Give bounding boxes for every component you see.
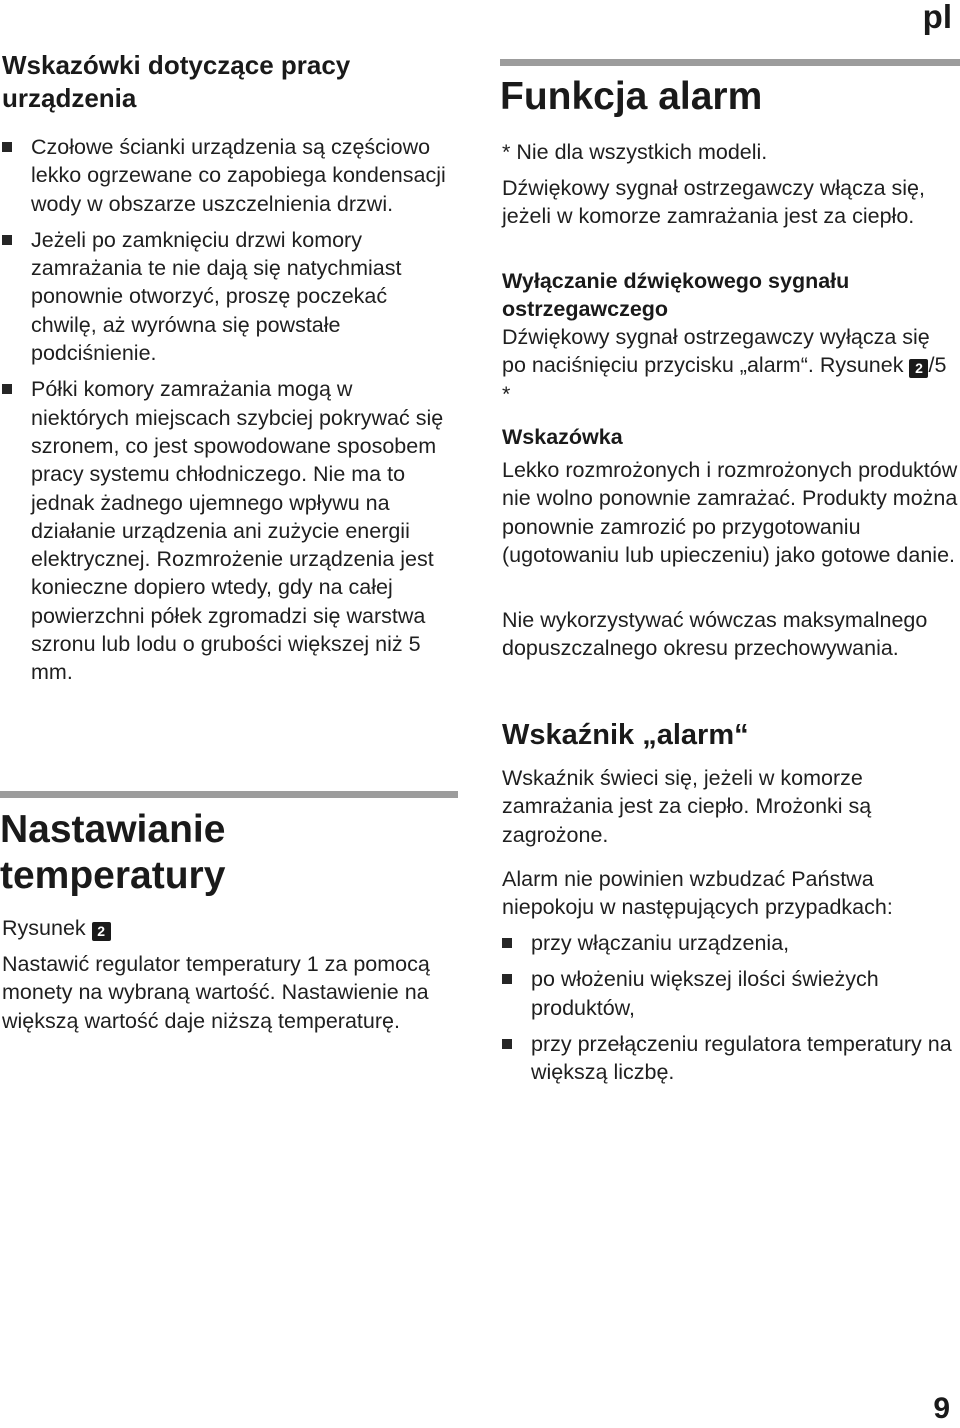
list-item-text: Półki komory zamrażania mogą w niektórych miejscach szybciej pokrywać się szronem, co jest spowodowane sposobem pracy systemu chłodniczego. Nie ma to jednak żadnego ujemnego wpływu na działanie urządzenia ani zużycie energii elektrycznej. Rozmrożenie urządzenia jest konieczne dopiero wtedy, gdy na całej powierzchni półek zgromadzi się warstwa szronu lub lodu o grubości większej niż 5 mm.: [31, 377, 444, 685]
tips-list: [2, 133, 450, 695]
list-item-text: przy włączaniu urządzenia,: [531, 931, 790, 955]
alarm-intro: Dźwiękowy sygnał ostrzegawczy włącza się, jeżeli w komorze zamrażania jest za ciepło.: [502, 176, 925, 229]
alarm-note: * Nie dla wszystkich modeli.: [502, 140, 768, 164]
list-item-text: Jeżeli po zamknięciu drzwi komory zamrażania te nie dają się natychmiast ponownie otworzyć, proszę poczekać chwilę, aż wyrówna się powstałe podciśnienie.: [31, 227, 402, 366]
list-item: [502, 965, 958, 1022]
figure-number-badge: 2: [909, 359, 928, 378]
square-bullet-icon: [2, 235, 12, 245]
square-bullet-icon: [502, 938, 512, 948]
figure-label: Rysunek: [2, 916, 86, 940]
section-divider: [500, 59, 960, 66]
hint-text: Lekko rozmrożonych i rozmrożonych produktów nie wolno ponownie zamrażać. Produkty można ponownie zamrozić po przygotowaniu (ugotowaniu lub upieczeniu) jako gotowe danie.: [502, 458, 958, 567]
list-item-text: Czołowe ścianki urządzenia są częściowo lekko ogrzewane co zapobiega kondensacji wody w obszarze uszczelnienia drzwi.: [31, 135, 446, 216]
list-item-text: po włożeniu większej ilości świeżych produktów,: [531, 967, 879, 1020]
square-bullet-icon: [2, 384, 12, 394]
temperature-body: Nastawić regulator temperatury 1 za pomocą monety na wybraną wartość. Nastawienie na większą wartość daje niższą temperaturę.: [2, 952, 430, 1033]
indicator-list: [502, 929, 958, 1094]
switch-off-text: [502, 323, 958, 408]
page-number: 9: [933, 1392, 950, 1425]
indicator-text-2: Alarm nie powinien wzbudzać Państwa niepokoju w następujących przypadkach:: [502, 867, 893, 920]
temperature-figure-ref: [2, 914, 442, 942]
list-item: [2, 226, 450, 367]
list-item: [2, 375, 450, 686]
list-item: [502, 929, 958, 957]
indicator-text-1: Wskaźnik świeci się, jeżeli w komorze zamrażania jest za ciepło. Mrożonki są zagrożone.: [502, 766, 872, 847]
list-item: [2, 133, 450, 218]
list-item: [502, 1030, 958, 1087]
section-divider: [0, 791, 458, 798]
switch-off-suffix: /5 *: [502, 353, 947, 406]
list-item-text: przy przełączeniu regulatora temperatury na większą liczbę.: [531, 1031, 952, 1085]
alarm-heading: Funkcja alarm: [500, 75, 763, 118]
hint-heading: Wskazówka: [502, 425, 623, 449]
temperature-heading: Nastawianie temperatury: [0, 808, 226, 897]
square-bullet-icon: [502, 974, 512, 984]
indicator-heading: Wskaźnik „alarm“: [502, 719, 749, 751]
hint-text-2: Nie wykorzystywać wówczas maksymalnego dopuszczalnego okresu przechowywania.: [502, 608, 928, 661]
tips-heading: Wskazówki dotyczące pracy urządzenia: [2, 50, 351, 113]
figure-number-badge: 2: [92, 922, 111, 941]
switch-off-heading: Wyłączanie dźwiękowego sygnału ostrzegawczego: [502, 269, 850, 322]
square-bullet-icon: [502, 1039, 512, 1049]
square-bullet-icon: [2, 142, 12, 152]
switch-off-text-body: Dźwiękowy sygnał ostrzegawczy wyłącza się po naciśnięciu przycisku „alarm“. Rysunek: [502, 325, 930, 378]
language-code: pl: [922, 0, 952, 35]
